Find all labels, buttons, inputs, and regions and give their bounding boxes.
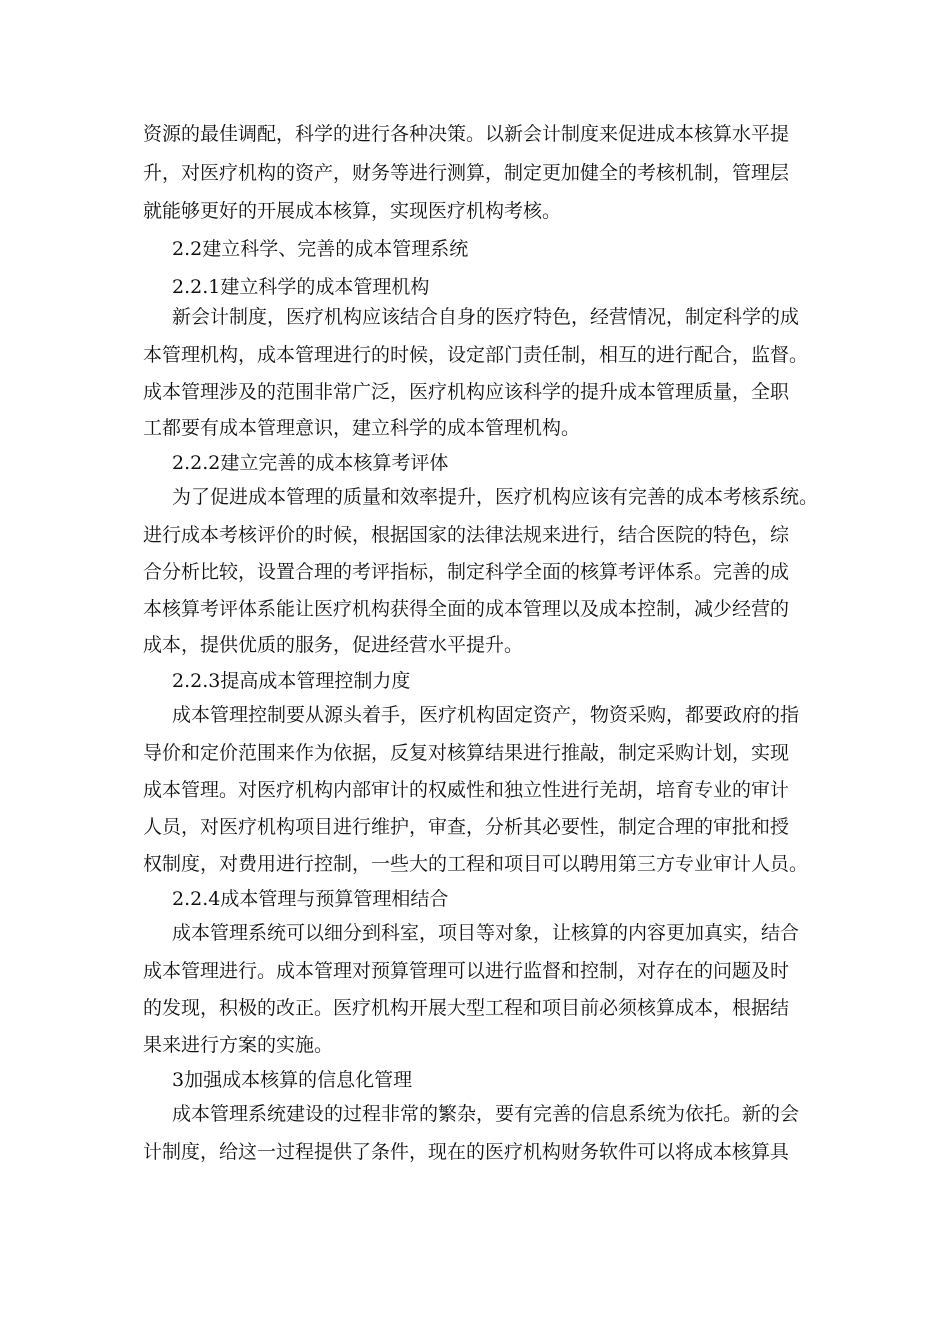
text-line-25-content: 的发现，积极的改正。医疗机构开展大型工程和项目前必须核算成本，根据结 xyxy=(143,997,790,1019)
text-line-29 xyxy=(143,1135,950,1169)
text-line-11-content: 为了促进成本管理的质量和效率提升，医疗机构应该有完善的成本考核系统。 xyxy=(172,486,819,508)
text-line-29-content: 计制度，给这一过程提供了条件，现在的医疗机构财务软件可以将成本核算具 xyxy=(143,1141,790,1163)
text-line-14-content: 本核算考评体系能让医疗机构获得全面的成本管理以及成本控制，减少经营的 xyxy=(143,598,790,620)
text-line-1-content: 资源的最佳调配，科学的进行各种决策。以新会计制度来促进成本核算水平提 xyxy=(143,123,790,145)
text-line-2 xyxy=(143,156,950,190)
section-heading-2-2-4 xyxy=(172,882,950,916)
text-line-20-content: 人员，对医疗机构项目进行维护，审查，分析其必要性，制定合理的审批和授 xyxy=(143,816,790,838)
text-line-14 xyxy=(143,592,950,626)
text-line-13-content: 合分析比较，设置合理的考评指标，制定科学全面的核算考评体系。完善的成 xyxy=(143,561,790,583)
text-line-23 xyxy=(172,916,950,950)
text-line-15 xyxy=(143,628,950,662)
section-heading-2-2-4-text: 2.2.4成本管理与预算管理相结合 xyxy=(172,888,449,910)
text-line-17 xyxy=(172,698,950,732)
text-line-19 xyxy=(143,773,950,807)
text-line-24-content: 成本管理进行。成本管理对预算管理可以进行监督和控制，对存在的问题及时 xyxy=(143,960,790,982)
text-line-17-content: 成本管理控制要从源头着手，医疗机构固定资产，物资采购，都要政府的指 xyxy=(172,704,800,726)
section-heading-2-2-1-text: 2.2.1建立科学的成本管理机构 xyxy=(172,276,430,298)
section-heading-3-text: 3加强成本核算的信息化管理 xyxy=(172,1069,413,1091)
text-line-8-content: 成本管理涉及的范围非常广泛，医疗机构应该科学的提升成本管理质量，全职 xyxy=(143,381,790,403)
text-line-23-content: 成本管理系统可以细分到科室，项目等对象，让核算的内容更加真实，结合 xyxy=(172,922,800,944)
text-line-28 xyxy=(172,1097,950,1131)
text-line-9 xyxy=(143,411,950,445)
text-line-20 xyxy=(143,810,950,844)
text-line-12 xyxy=(143,518,950,552)
text-line-13 xyxy=(143,555,950,589)
section-heading-2-2 xyxy=(172,232,950,266)
text-line-15-content: 成本，提供优质的服务，促进经营水平提升。 xyxy=(143,634,524,656)
section-heading-3 xyxy=(172,1063,950,1097)
text-line-21 xyxy=(143,847,950,881)
section-heading-2-2-1 xyxy=(172,270,950,304)
section-heading-2-2-3-text: 2.2.3提高成本管理控制力度 xyxy=(172,670,411,692)
text-line-2-content: 升，对医疗机构的资产，财务等进行测算，制定更加健全的考核机制，管理层 xyxy=(143,162,790,184)
section-heading-2-2-3 xyxy=(172,664,950,698)
section-heading-2-2-text: 2.2建立科学、完善的成本管理系统 xyxy=(172,238,469,260)
text-line-6 xyxy=(172,300,950,334)
text-line-3 xyxy=(143,194,950,228)
text-line-8 xyxy=(143,375,950,409)
text-line-11 xyxy=(172,480,950,514)
text-line-6-content: 新会计制度，医疗机构应该结合自身的医疗特色，经营情况，制定科学的成 xyxy=(172,306,800,328)
section-heading-2-2-2 xyxy=(172,446,950,480)
text-line-9-content: 工都要有成本管理意识，建立科学的成本管理机构。 xyxy=(143,417,581,439)
text-line-26 xyxy=(143,1028,950,1062)
text-line-18 xyxy=(143,736,950,770)
text-line-18-content: 导价和定价范围来作为依据，反复对核算结果进行推敲，制定采购计划，实现 xyxy=(143,742,790,764)
text-line-7-content: 本管理机构，成本管理进行的时候，设定部门责任制，相互的进行配合，监督。 xyxy=(143,344,809,366)
text-line-25 xyxy=(143,991,950,1025)
text-line-12-content: 进行成本考核评价的时候，根据国家的法律法规来进行，结合医院的特色，综 xyxy=(143,524,790,546)
text-line-28-content: 成本管理系统建设的过程非常的繁杂，要有完善的信息系统为依托。新的会 xyxy=(172,1103,800,1125)
text-line-3-content: 就能够更好的开展成本核算，实现医疗机构考核。 xyxy=(143,200,562,222)
text-line-21-content: 权制度，对费用进行控制，一些大的工程和项目可以聘用第三方专业审计人员。 xyxy=(143,853,809,875)
text-line-24 xyxy=(143,954,950,988)
text-line-7 xyxy=(143,338,950,372)
text-line-26-content: 果来进行方案的实施。 xyxy=(143,1034,334,1056)
section-heading-2-2-2-text: 2.2.2建立完善的成本核算考评体 xyxy=(172,452,449,474)
text-line-19-content: 成本管理。对医疗机构内部审计的权威性和独立性进行羌胡，培育专业的审计 xyxy=(143,779,790,801)
text-line-1 xyxy=(143,117,950,151)
